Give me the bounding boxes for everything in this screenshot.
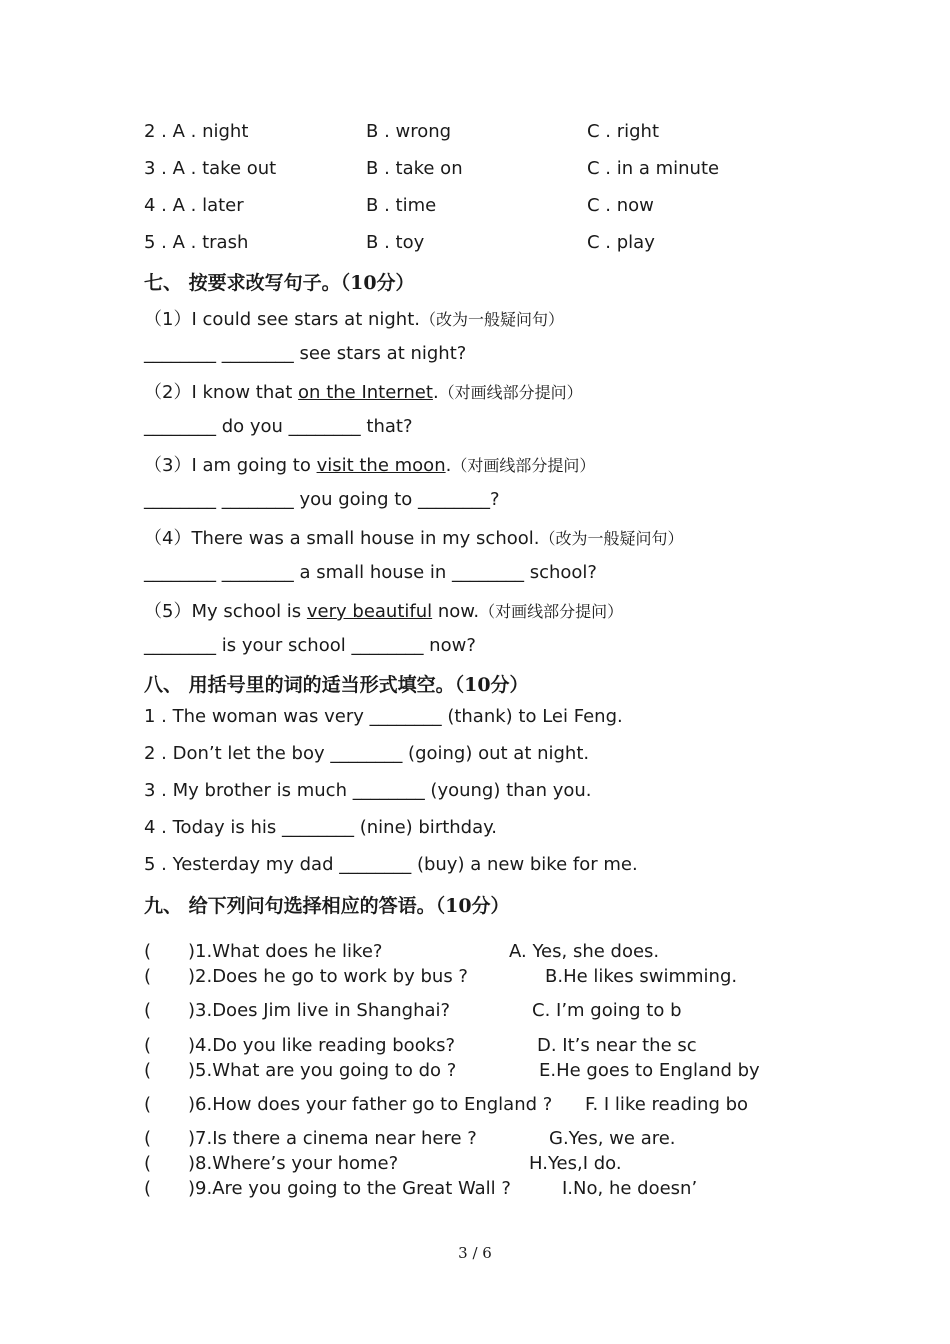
- section-title-8: 八、 用括号里的词的适当形式填空。（10分）: [144, 674, 529, 696]
- match-question: )6.How does your father go to England ?: [188, 1094, 553, 1115]
- match-answer: B.He likes swimming.: [545, 966, 738, 987]
- question-text: （2）I know that: [144, 382, 299, 403]
- match-answer: H.Yes,I do.: [529, 1153, 622, 1174]
- question-text: （5）My school is: [144, 601, 307, 622]
- match-question: )9.Are you going to the Great Wall ?: [188, 1178, 511, 1199]
- match-answer: I.No, he doesn’: [562, 1178, 698, 1199]
- match-answer: C. I’m going to b: [532, 1000, 682, 1021]
- match-answer: G.Yes, we are.: [549, 1128, 676, 1149]
- option-a: 4 . A . later: [144, 195, 244, 216]
- rewrite-question-3: [144, 451, 595, 477]
- answer-line-4: ________ ________ a small house in ________ school?: [144, 562, 597, 583]
- question-note: （对画线部分提问）: [438, 383, 583, 402]
- option-c: C . play: [587, 232, 655, 253]
- question-note: （改为一般疑问句）: [420, 310, 565, 329]
- question-note: （对画线部分提问）: [451, 456, 596, 475]
- answer-paren: (: [144, 966, 152, 987]
- match-question: )7.Is there a cinema near here ?: [188, 1128, 477, 1149]
- option-c: C . right: [587, 121, 660, 142]
- rewrite-question-1: [144, 305, 564, 331]
- option-b: B . toy: [366, 232, 425, 253]
- match-question: )1.What does he like?: [188, 941, 383, 962]
- match-answer: D. It’s near the sc: [537, 1035, 697, 1056]
- question-text: （4）There was a small house in my school.: [144, 528, 540, 549]
- answer-paren: (: [144, 1153, 152, 1174]
- option-b: B . wrong: [366, 121, 452, 142]
- answer-line-1: ________ ________ see stars at night?: [144, 343, 467, 364]
- answer-paren: (: [144, 941, 152, 962]
- answer-paren: (: [144, 1094, 152, 1115]
- question-text-end: .: [445, 455, 452, 476]
- answer-paren: (: [144, 1035, 152, 1056]
- question-text-end: .: [432, 382, 439, 403]
- underlined-phrase: visit the moon: [316, 455, 446, 476]
- match-question: )2.Does he go to work by bus ?: [188, 966, 468, 987]
- match-answer: F. I like reading bo: [585, 1094, 749, 1115]
- fill-blank-5: 5 . Yesterday my dad ________ (buy) a new bike for me.: [144, 854, 638, 875]
- question-text-end: now.: [432, 601, 480, 622]
- fill-blank-1: 1 . The woman was very ________ (thank) to Lei Feng.: [144, 706, 623, 727]
- underlined-phrase: very beautiful: [306, 601, 433, 622]
- answer-paren: (: [144, 1060, 152, 1081]
- page-number: 3 / 6: [458, 1244, 492, 1262]
- match-question: )8.Where’s your home?: [188, 1153, 399, 1174]
- answer-line-2: ________ do you ________ that?: [144, 416, 413, 437]
- fill-blank-3: 3 . My brother is much ________ (young) than you.: [144, 780, 592, 801]
- answer-line-5: ________ is your school ________ now?: [144, 635, 476, 656]
- option-c: C . in a minute: [587, 158, 720, 179]
- match-answer: A. Yes, she does.: [509, 941, 660, 962]
- underlined-phrase: on the Internet: [298, 382, 433, 403]
- option-c: C . now: [587, 195, 654, 216]
- option-a: 3 . A . take out: [144, 158, 277, 179]
- fill-blank-2: 2 . Don’t let the boy ________ (going) out at night.: [144, 743, 590, 764]
- rewrite-question-2: [144, 378, 583, 404]
- match-question: )5.What are you going to do ?: [188, 1060, 457, 1081]
- match-question: )3.Does Jim live in Shanghai?: [188, 1000, 451, 1021]
- option-a: 2 . A . night: [144, 121, 249, 142]
- question-text: （1）I could see stars at night.: [144, 309, 420, 330]
- match-answer: E.He goes to England by: [539, 1060, 760, 1081]
- section-title-7: 七、 按要求改写句子。（10分）: [144, 272, 415, 294]
- match-question: )4.Do you like reading books?: [188, 1035, 456, 1056]
- section-title-9: 九、 给下列问句选择相应的答语。（10分）: [144, 895, 510, 917]
- option-a: 5 . A . trash: [144, 232, 249, 253]
- rewrite-question-4: [144, 524, 684, 550]
- answer-paren: (: [144, 1178, 152, 1199]
- option-b: B . take on: [366, 158, 463, 179]
- rewrite-question-5: [144, 597, 623, 623]
- answer-paren: (: [144, 1000, 152, 1021]
- option-b: B . time: [366, 195, 437, 216]
- question-note: （改为一般疑问句）: [539, 529, 684, 548]
- answer-line-3: ________ ________ you going to ________?: [144, 489, 500, 510]
- answer-paren: (: [144, 1128, 152, 1149]
- question-text: （3）I am going to: [144, 455, 317, 476]
- question-note: （对画线部分提问）: [479, 602, 624, 621]
- fill-blank-4: 4 . Today is his ________ (nine) birthday.: [144, 817, 497, 838]
